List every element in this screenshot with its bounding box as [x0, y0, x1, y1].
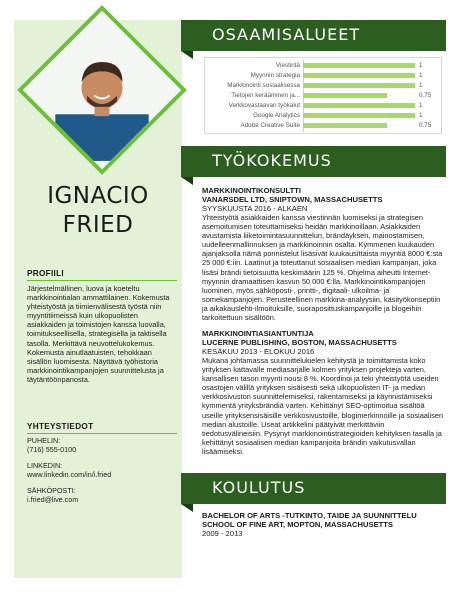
skill-bar	[303, 113, 415, 118]
skill-row	[205, 91, 443, 100]
education-heading: KOULUTUS	[212, 478, 306, 497]
skill-bar	[303, 73, 415, 78]
skill-track	[303, 123, 415, 128]
divider	[27, 280, 177, 281]
divider	[27, 433, 177, 434]
skill-label: Verkkovastaavan työkalut	[228, 102, 300, 109]
linkedin-link[interactable]: www.linkedin.com/in/i.fried	[27, 469, 112, 479]
skills-chart	[204, 57, 442, 134]
skill-row	[205, 111, 443, 120]
profile-text: Järjestelmällinen, luova ja koeteltu markkinointialan ammattilainen. Kokemusta yhteistyöstä ja tiimienvälisestä työstä niin myyntitiimeissä kuin ulkopuolisten asiakkaiden ja toimistojen kanssa luovalla, toimitukseellisella, strategisella ja taktisella tasolla. Merkittävä neuvottelukokemus. Kokemusta ainutlaatuisten, tehokkaan sisällön luomisesta. Näyttävä työhistoria markkinointikampanjojen suunnittelusta ja täytäntöönpanosta.	[27, 284, 170, 384]
skill-bar	[303, 83, 415, 88]
skill-label: Myynnin strategia	[250, 72, 300, 79]
profile-section	[27, 269, 177, 384]
skill-bar	[303, 63, 415, 68]
skill-bar	[303, 93, 387, 98]
contact-heading: YHTEYSTIEDOT	[27, 422, 94, 431]
skill-row	[205, 61, 443, 70]
skill-track	[303, 63, 415, 68]
job-description: Mukana johtamassa suunnittelukielen kehitystä ja toimittamista koko yrityksen kattavalle mediasarjalle kolmen yrityksen projekteja varten, kansallisen tason myynti nousi 8 %. Koordinoi ja teki yhteistyötä useiden osastojen välillä yrityksen sisäisesti sekä ulkopuolisten IT- ja median verkkosivuston suunnittelemiseksi, rakentamiseksi ja käynnistämiseksi kymmentä yrityksbrändiä varten. Kehittänyt SEO-optimoitua sisältöä useille yrityksensisäisille verkkosivustoille, blogimerkinnoille ja sosiaalisen median alustoille. Useat artikkelini päätyivät merkittäviin tiedotusvälineisiin. Pysynyt markkinointistrategioiden kehityksen tasalla ja kehittänyt sosiaalisen median kampanjoita brändin vaikutusvallan lisäämiseksi.	[202, 356, 444, 456]
skill-label: Google Analytics	[253, 112, 300, 119]
education-dates: 2009 - 2013	[202, 529, 243, 538]
email-label: SÄHKÖPOSTI:	[27, 486, 76, 496]
skill-value-label: 1	[419, 62, 423, 69]
banner-fold	[181, 504, 193, 512]
first-name: IGNACIO	[47, 183, 149, 209]
job-entry	[202, 329, 444, 456]
skill-row	[205, 71, 443, 80]
skill-row	[205, 81, 443, 90]
linkedin-label: LINKEDIN:	[27, 461, 63, 471]
skill-row	[205, 121, 443, 130]
skill-bar	[303, 103, 415, 108]
skill-track	[303, 113, 415, 118]
skill-value-label: 1	[419, 82, 423, 89]
experience-banner	[181, 146, 446, 177]
phone-value: (716) 555-0100	[27, 444, 77, 454]
experience-heading: TYÖKOKEMUS	[212, 151, 332, 170]
job-dates: KESÄKUU 2013 - ELOKUU 2016	[202, 347, 315, 356]
job-entry	[202, 186, 444, 322]
skill-label: Adobe Creative Suite	[240, 122, 300, 129]
skill-track	[303, 93, 415, 98]
education-banner	[181, 473, 446, 504]
skill-value-label: 1	[419, 112, 423, 119]
job-title: MARKKINOINTIKONSULTTI	[202, 186, 301, 195]
avatar	[17, 5, 187, 175]
job-company: VANARSDEL LTD, SNIPTOWN, MASSACHUSETTS	[202, 195, 383, 204]
skill-value-label: 0.75	[419, 92, 432, 99]
skill-row	[205, 101, 443, 110]
education-entry	[202, 511, 444, 538]
phone-label: PUHELIN:	[27, 436, 61, 445]
profile-heading: PROFIILI	[27, 269, 64, 278]
skills-heading: OSAAMISALUEET	[212, 25, 361, 44]
skill-label: Tietojen kerääminen ja...	[231, 92, 300, 99]
skill-label: Viestintä	[275, 62, 300, 69]
skill-track	[303, 103, 415, 108]
job-dates: SYYSKUUSTA 2016 - ALKAEN	[202, 204, 308, 213]
last-name: FRIED	[62, 212, 134, 238]
contact-section	[27, 422, 177, 505]
skill-label: Markkinointi sosiaalisessa	[227, 82, 300, 89]
skill-value-label: 1	[419, 102, 423, 109]
skill-value-label: 1	[419, 72, 423, 79]
candidate-name	[20, 182, 176, 240]
skills-banner	[181, 20, 446, 51]
job-description: Yhteistyötä asiakkaiden kanssa viestinnän luomiseksi ja strategisen asemoitumisen toteuttamiseksi heidän markkinoillaan. Asiakkaiden avustamista liiketoimintasuunnittelun, brändäyksen, mainostamisen, uudelleenmallinnuksen ja markkinoinnin osalta. Kymmenen kuukauden ajanjaksolla nämä ponnistelut lisäsivät kuukausittaista myyntiä 8000 €:sta 25 000 €:iin. Laatinut ja toteuttanut sosiaalisen median kampanjan, joka lisäsi brändi tietoisuutta keskimäärin 125 %. Ohjelma aiheutti Internet-myynnin dramaattisen kasvun 50 000 €:lla. Markkinointikampanjojen luominen, myös sähköposti-, printti-, digitaali- ulkoilma- ja somekampanjojen. Perusteellinen markkina-analyysiin, käsityökonseptiin ja aikakauslehti-ilmoituksille, suoraposittuskampanjoille ja blogeihin tarkoitettuun sisältöön.	[202, 213, 443, 323]
profile-photo-frame	[14, 22, 182, 172]
degree-title: BACHELOR OF ARTS -TUTKINTO, TAIDE JA SUUNNITTELU SCHOOL OF FINE ART, MOPTON, MASSACHUSETTS	[202, 511, 417, 529]
skill-track	[303, 83, 415, 88]
skill-track	[303, 73, 415, 78]
skill-value-label: 0.75	[419, 122, 432, 129]
job-company: LUCERNE PUBLISHING, BOSTON, MASSACHUSETTS	[202, 338, 397, 347]
portrait-image	[23, 11, 181, 169]
banner-fold	[181, 177, 193, 185]
skill-bar	[303, 123, 387, 128]
email-link[interactable]: i.fried@live.com	[27, 494, 79, 504]
banner-fold	[181, 51, 193, 59]
job-title: MARKKINOINTIASIANTUNTIJA	[202, 329, 314, 338]
